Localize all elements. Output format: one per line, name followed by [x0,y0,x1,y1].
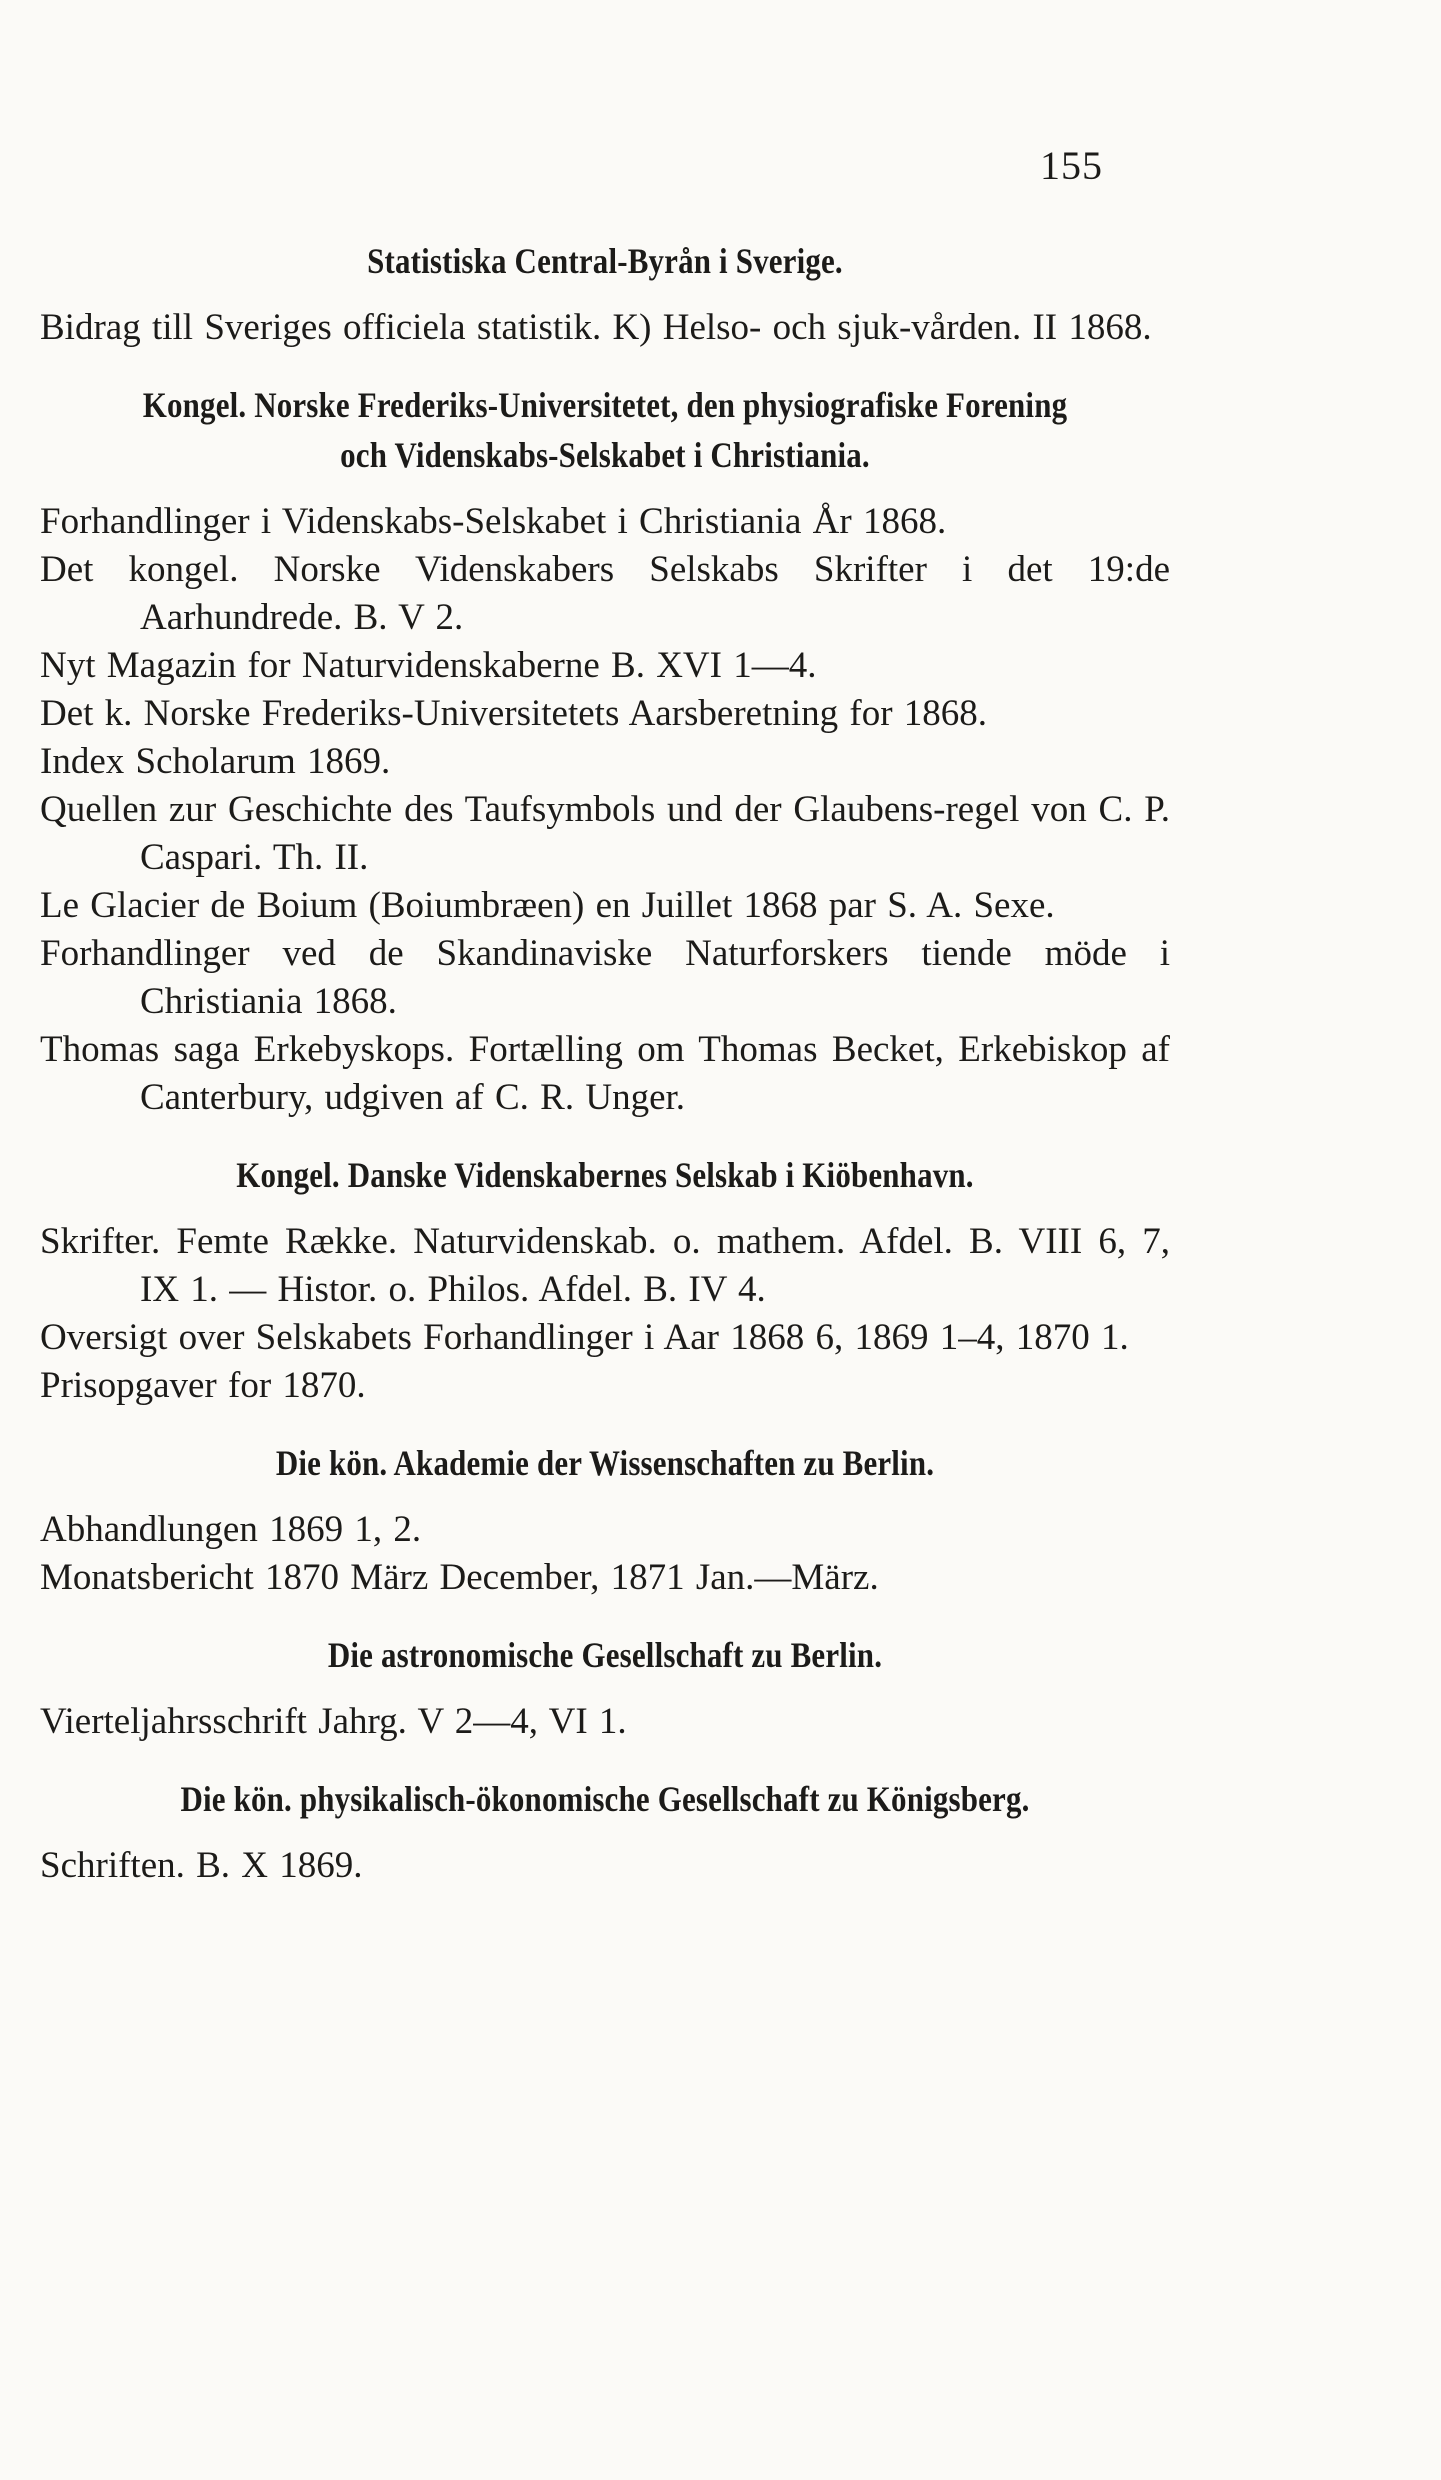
entry: Skrifter. Femte Række. Naturvidenskab. o. mathem. Afdel. B. VIII 6, 7, IX 1. — Histor. o. Philos. Afdel. B. IV 4. [40,1221,1170,1310]
section-heading-continued: och Videnskabs-Selskabet i Christiania. [340,435,870,475]
entry: Quellen zur Geschichte des Taufsymbols und der Glaubens-regel von C. P. Caspari. Th. II. [40,789,1170,878]
entry: Forhandlinger i Videnskabs-Selskabet i Christiania År 1868. [40,501,947,542]
entry: Det kongel. Norske Videnskabers Selskabs Skrifter i det 19:de Aarhundrede. B. V 2. [40,549,1170,638]
entry: Vierteljahrsschrift Jahrg. V 2—4, VI 1. [40,1701,627,1742]
section-heading: Kongel. Norske Frederiks-Universitetet, den physiografiske Forening [142,385,1068,425]
entry: Bidrag till Sveriges officiela statistik. K) Helso- och sjuk-vården. II 1868. [40,307,1152,348]
entry: Thomas saga Erkebyskops. Fortælling om Thomas Becket, Erkebiskop af Canterbury, udgiven af C. R. Unger. [40,1029,1170,1118]
entry: Forhandlinger ved de Skandinaviske Naturforskers tiende möde i Christiania 1868. [40,933,1170,1022]
page-number: 155 [1040,143,1103,188]
section-akademie-berlin [40,1438,1170,1602]
section-heading: Kongel. Danske Videnskabernes Selskab i Kiöbenhavn. [236,1155,974,1195]
entry: Schriften. B. X 1869. [40,1845,363,1886]
section-heading: Statistiska Central-Byrån i Sverige. [367,241,843,281]
entry: Nyt Magazin for Naturvidenskaberne B. XVI 1—4. [40,645,817,686]
entry: Monatsbericht 1870 März December, 1871 Jan.—März. [40,1557,879,1598]
entry: Index Scholarum 1869. [40,741,391,782]
entry: Abhandlungen 1869 1, 2. [40,1509,422,1550]
section-physikalisch-okonomische-gesellschaft [40,1774,1170,1890]
document-body [40,236,1170,1890]
section-heading: Die kön. Akademie der Wissenschaften zu Berlin. [275,1443,935,1483]
entry: Det k. Norske Frederiks-Universitetets Aarsberetning for 1868. [40,693,988,734]
section-statistiska-central-byran [40,236,1170,352]
entry: Prisopgaver for 1870. [40,1365,366,1406]
entry: Oversigt over Selskabets Forhandlinger i Aar 1868 6, 1869 1–4, 1870 1. [40,1317,1129,1358]
section-heading: Die kön. physikalisch-ökonomische Gesellschaft zu Königsberg. [180,1779,1030,1819]
section-danske-videnskabernes-selskab [40,1150,1170,1410]
section-heading: Die astronomische Gesellschaft zu Berlin. [327,1635,883,1675]
section-astronomische-gesellschaft [40,1630,1170,1746]
entry: Le Glacier de Boium (Boiumbræen) en Juillet 1868 par S. A. Sexe. [40,885,1055,926]
section-norske-frederiks-universitetet [40,380,1170,1122]
